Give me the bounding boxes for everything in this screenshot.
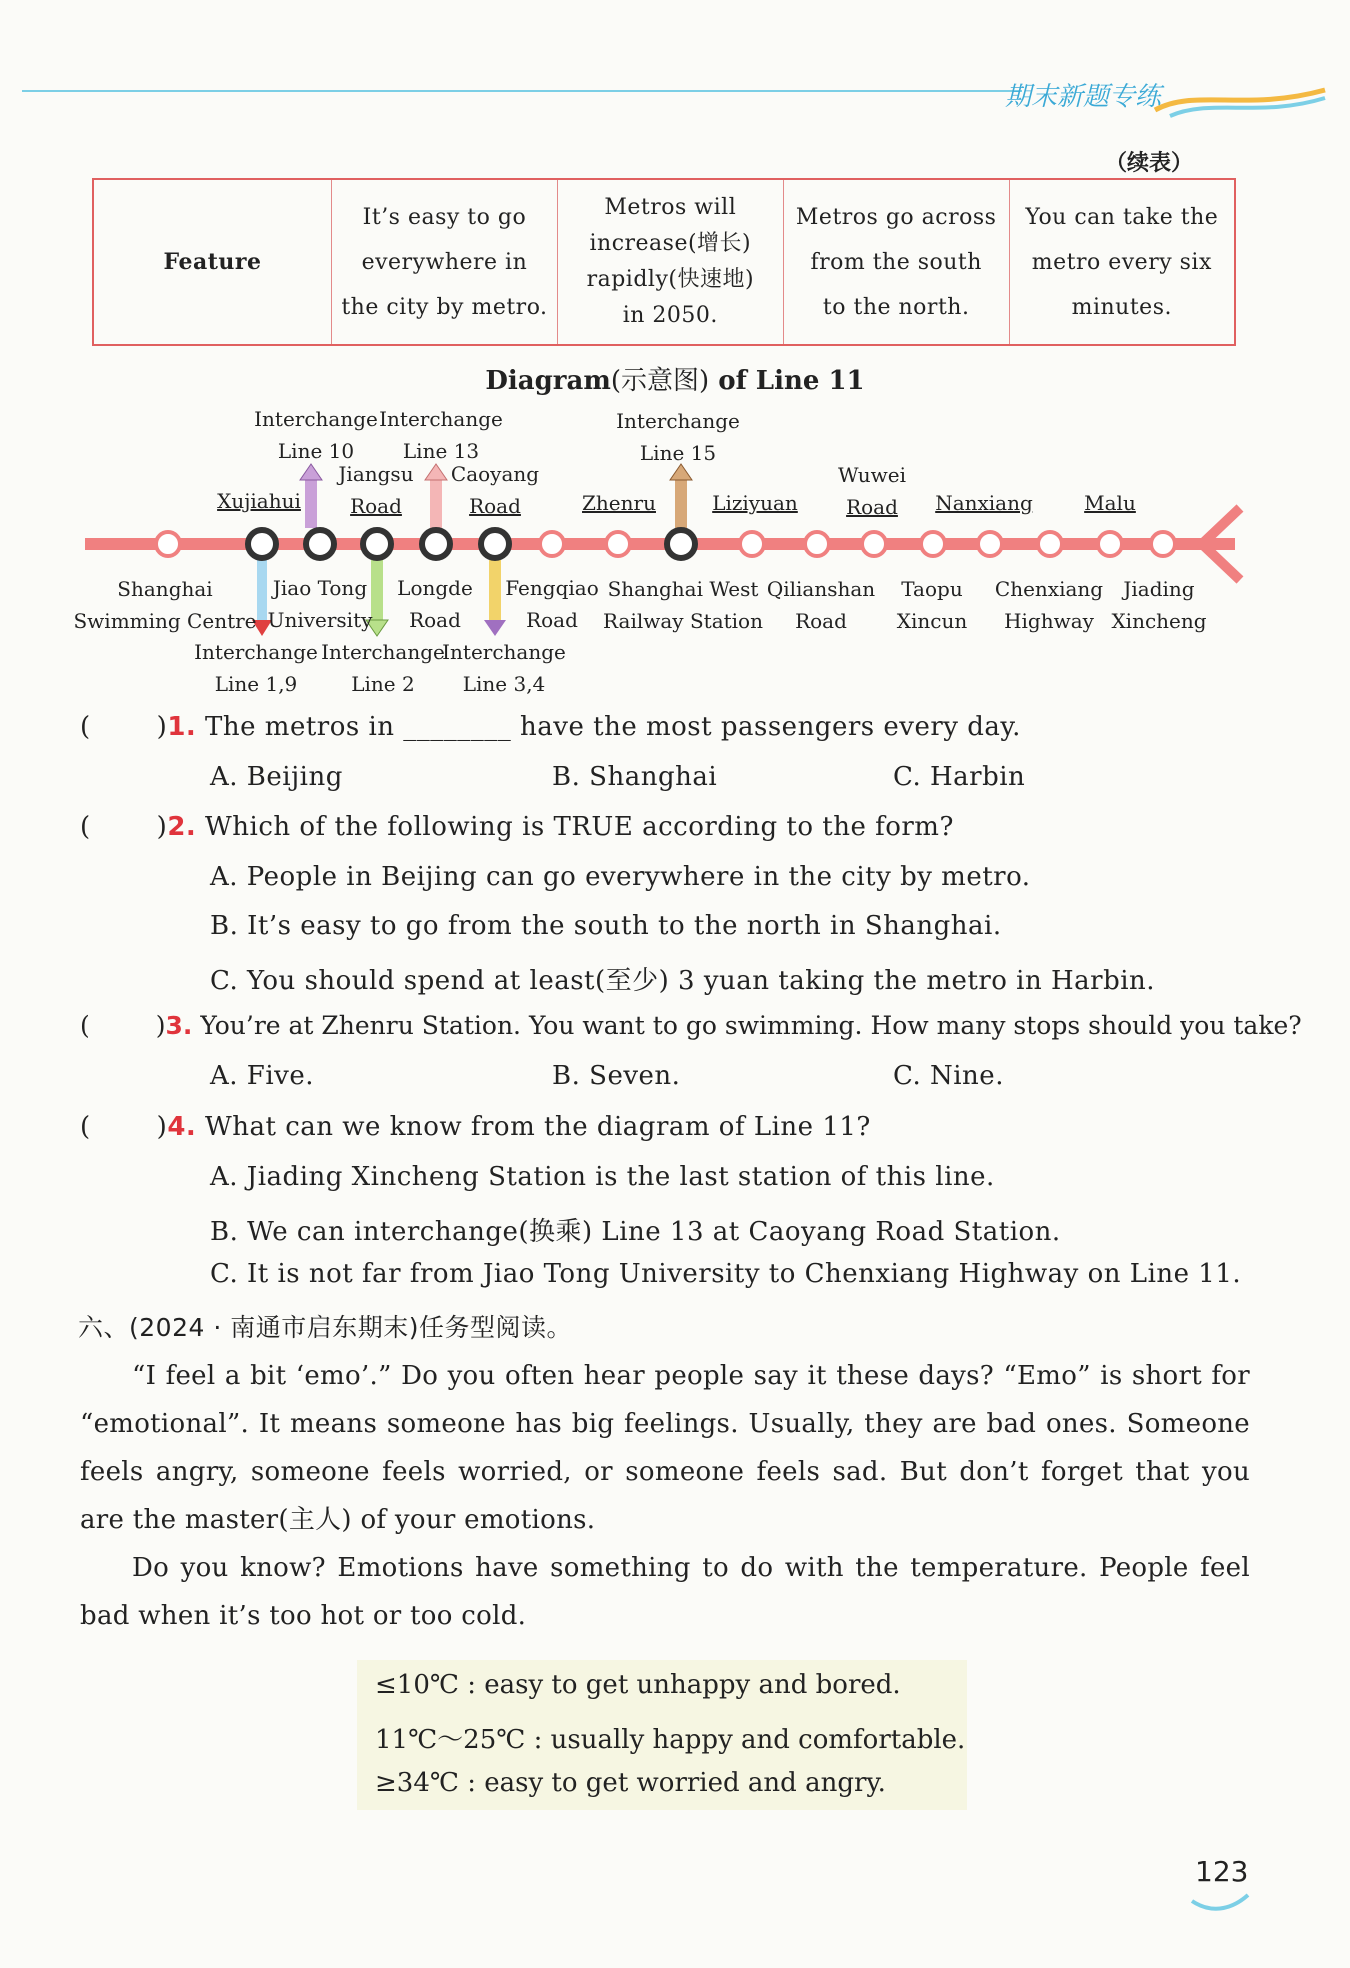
station-jiading-xincheng <box>1151 532 1175 556</box>
station-malu <box>1098 532 1122 556</box>
station-xujiahui <box>248 530 276 558</box>
feature-label: Feature <box>93 179 332 345</box>
station-chenxiang-highway <box>1038 532 1062 556</box>
station-zhenru <box>606 532 630 556</box>
feature-cell-2: Metros will increase(增长) rapidly(快速地) in 2050. <box>557 179 783 345</box>
q3-option-c[interactable]: C. Nine. <box>893 1061 1004 1091</box>
q1-option-b[interactable]: B. Shanghai <box>552 762 718 792</box>
question-3: ( )3. You’re at Zhenru Station. You want to go swimming. How many stops should you take? <box>80 1011 1302 1040</box>
label-chenxiang-highway: Chenxiang Highway <box>994 577 1104 633</box>
q3-option-b[interactable]: B. Seven. <box>552 1061 681 1091</box>
station-jiangsu-road <box>363 530 391 558</box>
label-jiangsu-road: Jiangsu Road <box>338 462 414 518</box>
label-longde-road: Longde Road <box>397 576 473 632</box>
station-fengqiao-road <box>540 532 564 556</box>
label-jiao-tong-university: Jiao Tong University <box>267 576 373 632</box>
feature-table <box>92 178 1236 346</box>
q2-option-c[interactable]: C. You should spend at least(至少) 3 yuan taking the metro in Harbin. <box>210 966 1156 996</box>
label-shanghai-west-railway-station: Shanghai West Railway Station <box>603 577 763 633</box>
q1-option-a[interactable]: A. Beijing <box>210 762 343 792</box>
q4-option-a[interactable]: A. Jiading Xincheng Station is the last station of this line. <box>210 1162 995 1192</box>
question-4: ( )4. What can we know from the diagram of Line 11? <box>80 1112 871 1142</box>
q3-option-a[interactable]: A. Five. <box>210 1061 315 1091</box>
wave-decoration-icon <box>1150 82 1330 122</box>
question-2: ( )2. Which of the following is TRUE according to the form? <box>80 812 954 842</box>
station-wuwei-road <box>862 532 886 556</box>
section-title: 期末新题专练 <box>1005 82 1162 112</box>
station-qilianshan-road <box>805 532 829 556</box>
q1-option-c[interactable]: C. Harbin <box>893 762 1026 792</box>
label-interchange-line-15: Interchange Line 15 <box>616 409 740 465</box>
header-rule <box>22 90 1022 92</box>
passage-paragraph-2: Do you know? Emotions have something to do with the temperature. People feel bad when it’s too hot or too cold. <box>80 1553 1250 1631</box>
station-longde-road <box>422 530 450 558</box>
label-wuwei-road: Wuwei Road <box>838 463 906 519</box>
label-liziyuan: Liziyuan <box>712 491 798 515</box>
label-nanxiang: Nanxiang <box>935 491 1033 515</box>
station-taopu-xincun <box>921 532 945 556</box>
station-shanghai-swimming-centre <box>156 532 180 556</box>
q2-option-a[interactable]: A. People in Beijing can go everywhere in the city by metro. <box>210 862 1031 892</box>
label-shanghai-swimming-centre: Shanghai Swimming Centre <box>73 577 257 633</box>
label-fengqiao-road: Fengqiao Road <box>505 576 599 632</box>
label-jiading-xincheng: Jiading Xincheng <box>1111 577 1207 633</box>
continued-label: （续表） <box>1105 151 1194 176</box>
label-xujiahui: Xujiahui <box>217 489 301 513</box>
q2-option-b[interactable]: B. It’s easy to go from the south to the north in Shanghai. <box>210 911 1002 941</box>
temp-line-hot: ≥34℃ : easy to get worried and angry. <box>375 1768 886 1798</box>
q4-option-b[interactable]: B. We can interchange(换乘) Line 13 at Caoyang Road Station. <box>210 1217 1061 1247</box>
label-interchange-line-2: Interchange Line 2 <box>321 640 445 696</box>
question-1: ( )1. The metros in ________ have the most passengers every day. <box>80 712 1021 742</box>
label-taopu-xincun: Taopu Xincun <box>896 577 968 633</box>
label-malu: Malu <box>1084 491 1136 515</box>
label-zhenru: Zhenru <box>582 491 656 515</box>
station-shanghai-west <box>667 530 695 558</box>
label-qilianshan-road: Qilianshan Road <box>766 577 876 633</box>
station-jiao-tong-university <box>306 530 334 558</box>
feature-cell-1: It’s easy to go everywhere in the city by metro. <box>332 179 558 345</box>
temp-line-mild: 11℃～25℃ : usually happy and comfortable. <box>375 1725 966 1755</box>
q4-option-c[interactable]: C. It is not far from Jiao Tong University to Chenxiang Highway on Line 11. <box>210 1259 1242 1289</box>
passage-paragraph-1: “I feel a bit ‘emo’.” Do you often hear people say it these days? “Emo” is short for “emotional”. It means someone has big feelings. Usually, they are bad ones. Someone feels angry, someone feels worried, or someone feels sad. But don’t forget that you are the master(主人) of your emotions. <box>80 1361 1250 1535</box>
station-nanxiang <box>978 532 1002 556</box>
station-liziyuan <box>740 532 764 556</box>
label-interchange-line-1-9: Interchange Line 1,9 <box>194 640 318 696</box>
page-wave-icon <box>1190 1893 1250 1913</box>
diagram-title: Diagram(示意图) of Line 11 <box>485 366 865 396</box>
label-interchange-line-3-4: Interchange Line 3,4 <box>442 640 566 696</box>
section-6-heading: 六、(2024 · 南通市启东期末)任务型阅读。 <box>78 1313 572 1342</box>
label-caoyang-road: Caoyang Road <box>450 462 540 518</box>
label-interchange-line-10: Interchange Line 10 <box>254 407 378 463</box>
page-number: 123 <box>1195 1855 1249 1888</box>
station-caoyang-road <box>481 530 509 558</box>
label-interchange-line-13: Interchange Line 13 <box>379 407 503 463</box>
feature-cell-4: You can take the metro every six minutes. <box>1009 179 1235 345</box>
temp-line-cold: ≤10℃ : easy to get unhappy and bored. <box>375 1670 901 1700</box>
feature-cell-3: Metros go across from the south to the north. <box>783 179 1009 345</box>
